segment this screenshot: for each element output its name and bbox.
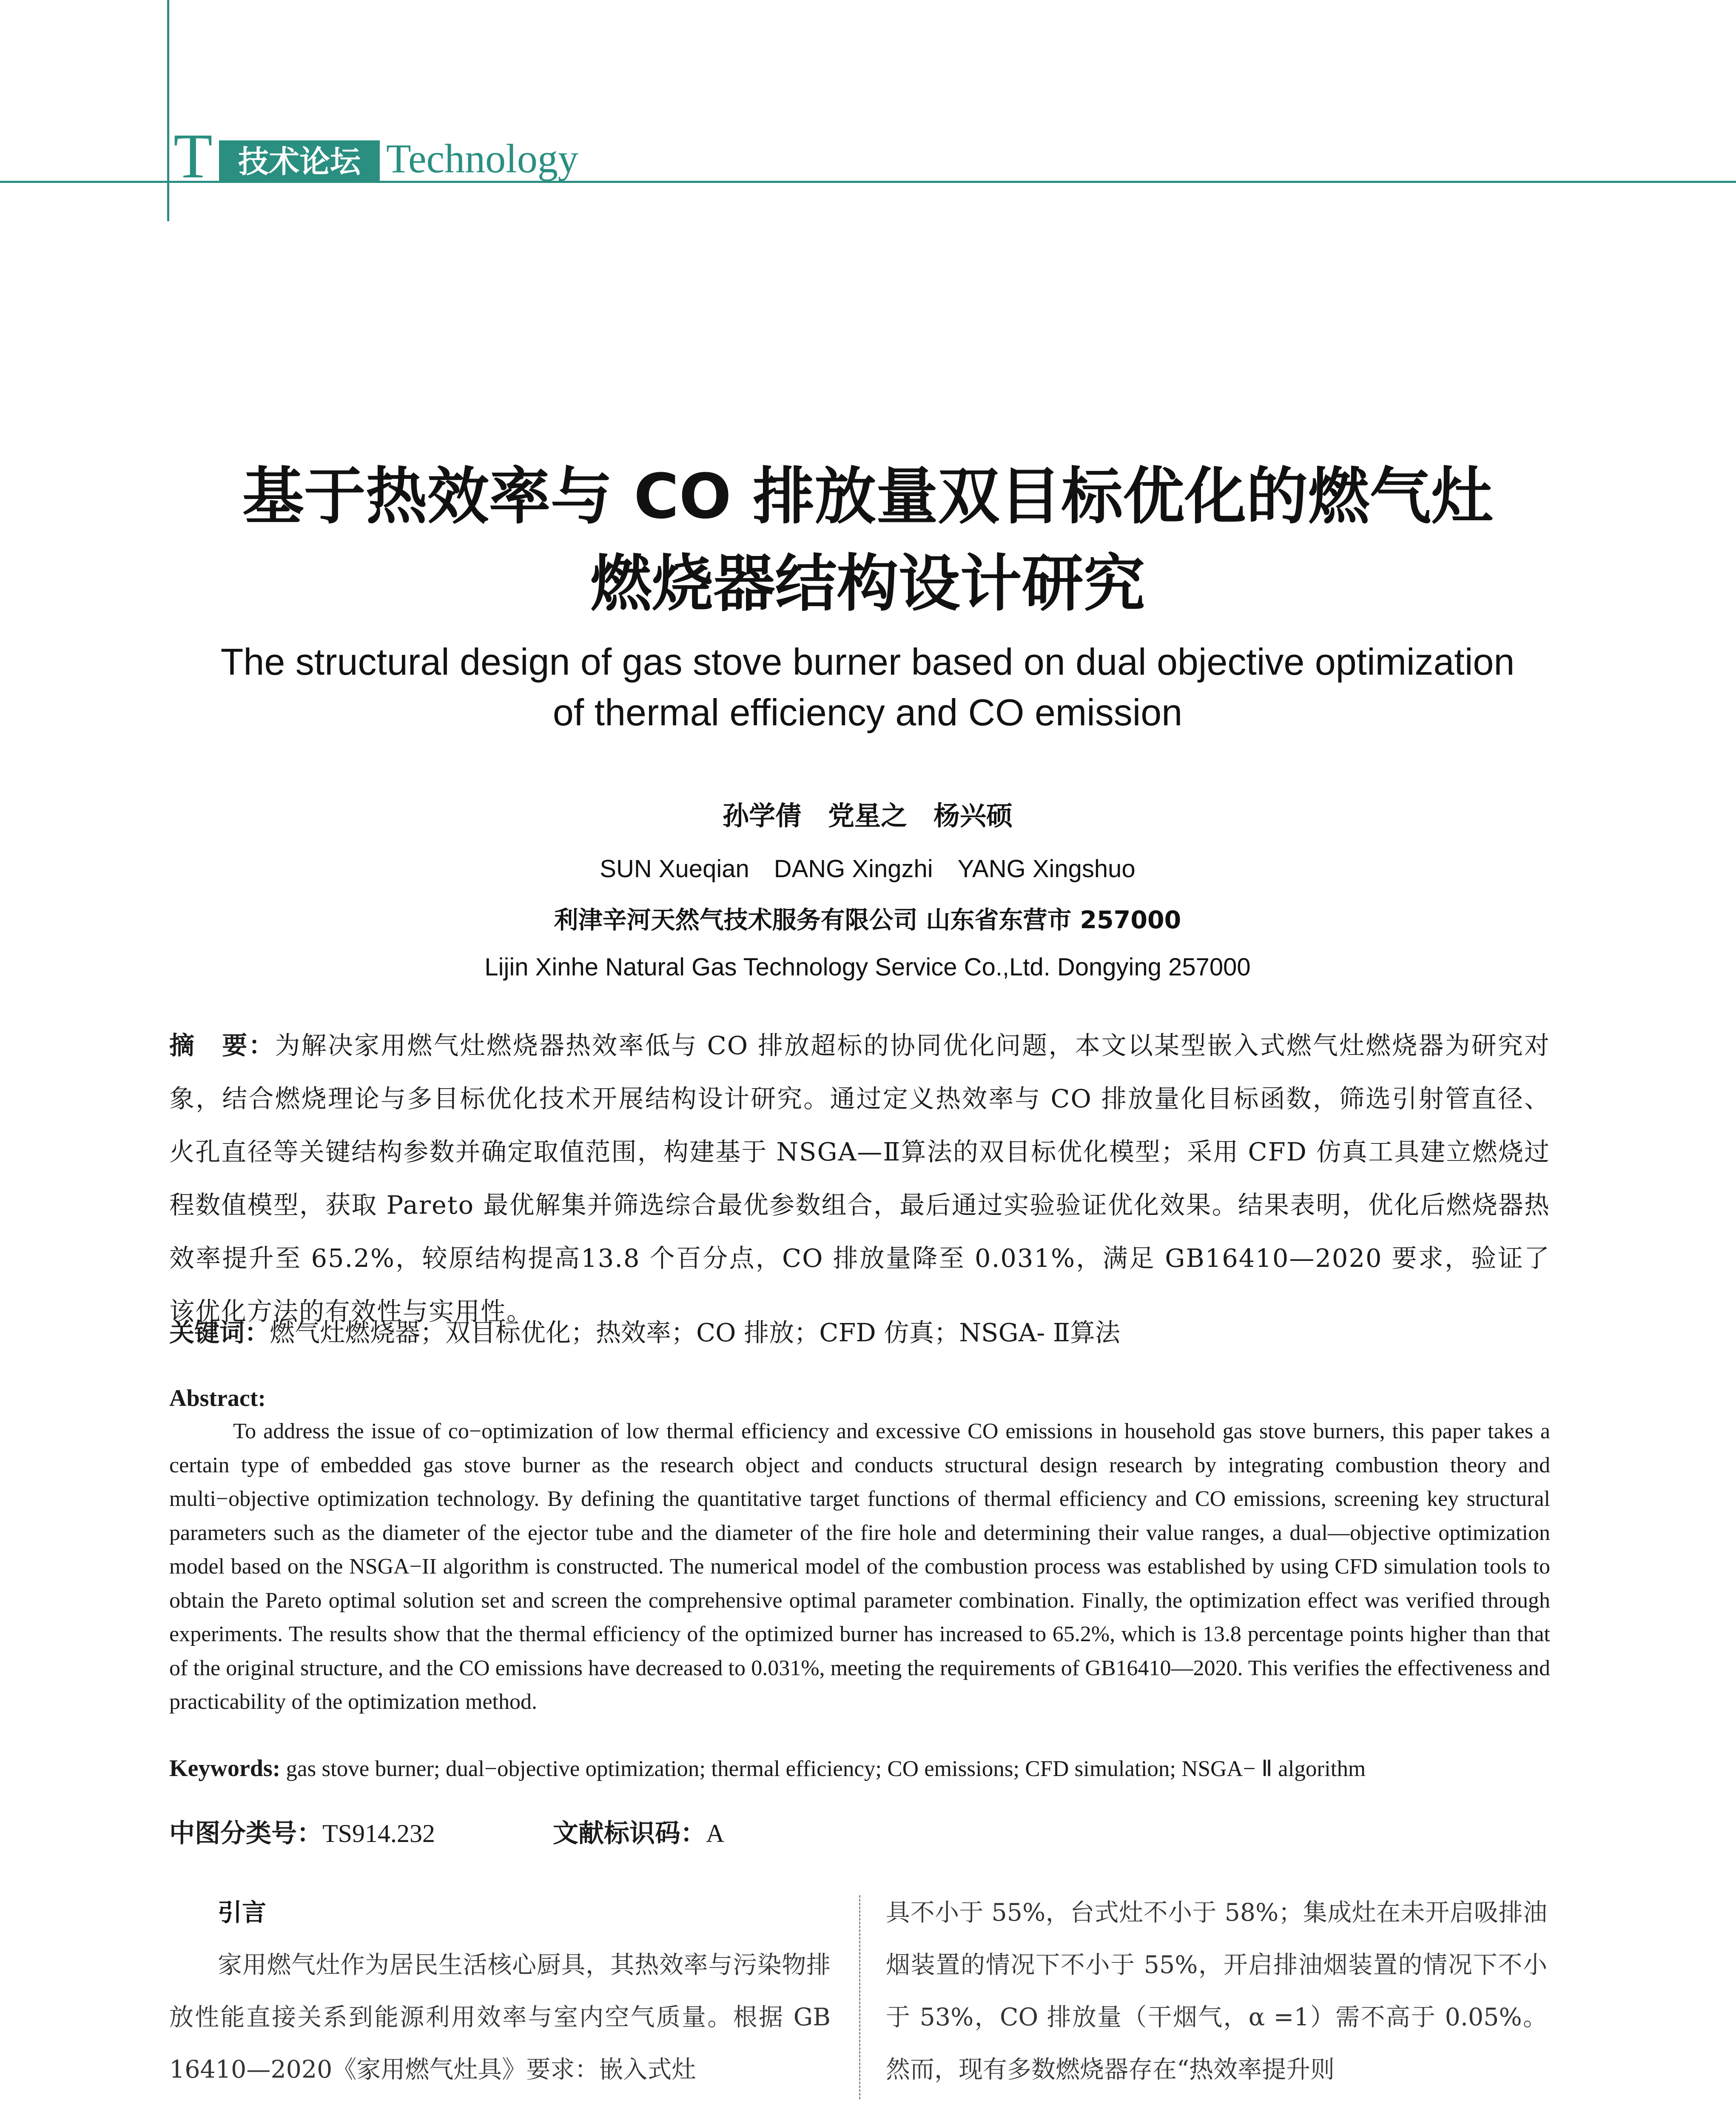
header-column-cn: 技术论坛 — [219, 140, 380, 183]
doc-value: A — [706, 1819, 725, 1848]
header-letter-logo: T — [174, 121, 213, 191]
keywords-en-label: Keywords: — [169, 1755, 281, 1782]
keywords-cn-text: 燃气灶燃烧器；双目标优化；热效率；CO 排放；CFD 仿真；NSGA- Ⅱ算法 — [270, 1318, 1120, 1347]
header-column-en: Technology — [386, 136, 578, 181]
body-right-column — [886, 1887, 1547, 2096]
intro-paragraph-left: 家用燃气灶作为居民生活核心厨具，其热效率与污染物排放性能直接关系到能源利用效率与室内空气质量。根据 GB 16410—2020《家用燃气灶具》要求：嵌入式灶 — [169, 1951, 831, 2084]
clc-value: TS914.232 — [322, 1819, 435, 1848]
body-left-column — [169, 1887, 831, 2096]
affiliation-en: Lijin Xinhe Natural Gas Technology Service Co.,Ltd. Dongying 257000 — [484, 953, 1251, 981]
abstract-cn-text: 为解决家用燃气灶燃烧器热效率低与 CO 排放超标的协同优化问题，本文以某型嵌入式燃气灶燃烧器为研究对象，结合燃烧理论与多目标优化技术开展结构设计研究。通过定义热效率与 CO 排放量化目标函数，筛选引射管直径、火孔直径等关键结构参数并确定取值范围，构建基于 NSGA—Ⅱ算法的双目标优化模型；采用 CFD 仿真工具建立燃烧过程数值模型，获取 Pareto 最优解集并筛选综合最优参数组合，最后通过实验验证优化效果。结果表明，优化后燃烧器热效率提升至 65.2%，较原结构提高13.8 个百分点，CO 排放量降至 0.031%，满足 GB16410—2020 要求，验证了该优化方法的有效性与实用性。 — [169, 1031, 1550, 1326]
clc-number — [169, 1813, 435, 1850]
abstract-cn-label: 摘 要： — [169, 1031, 275, 1060]
affiliation-cn: 利津辛河天然气技术服务有限公司 山东省东营市 257000 — [554, 906, 1181, 934]
abstract-en-label: Abstract: — [169, 1385, 266, 1411]
authors-cn: 孙学倩 党星之 杨兴硕 — [722, 800, 1013, 831]
title-en-line2: of thermal efficiency and CO emission — [552, 691, 1183, 733]
keywords-en — [169, 1755, 1573, 1782]
abstract-cn — [169, 1019, 1550, 1338]
title-en-line1: The structural design of gas stove burner based on dual objective optimization — [220, 641, 1515, 683]
authors-en: SUN Xueqian DANG Xingzhi YANG Xingshuo — [600, 855, 1136, 883]
title-cn-line2: 燃烧器结构设计研究 — [590, 548, 1145, 620]
clc-label: 中图分类号： — [169, 1819, 322, 1848]
doc-label: 文献标识码： — [553, 1819, 706, 1848]
keywords-cn-label: 关键词： — [169, 1318, 270, 1347]
title-cn-line1: 基于热效率与 CO 排放量双目标优化的燃气灶 — [242, 461, 1493, 533]
column-divider — [859, 1895, 860, 2099]
header-vertical-rule — [167, 0, 169, 221]
keywords-cn — [169, 1306, 1573, 1359]
intro-heading: 引言 — [218, 1899, 266, 1927]
document-code — [553, 1813, 724, 1850]
intro-paragraph-right: 具不小于 55%，台式灶不小于 58%；集成灶在未开启吸排油烟装置的情况下不小于 55%，开启排油烟装置的情况下不小于 53%，CO 排放量（干烟气，α =1）需不高于 0.05%。然而，现有多数燃烧器存在“热效率提升则 — [886, 1899, 1547, 2084]
abstract-en-text: To address the issue of co−optimization of low thermal efficiency and excessive CO emissions in household gas stove burners, this paper takes a certain type of embedded gas stove burner as the research object and conducts structural design research by integrating combustion theory and multi−objective optimization technology. By defining the quantitative target functions of thermal efficiency and CO emissions, screening key structural parameters such as the diameter of the ejector tube and the diameter of the fire hole and determining their value ranges, a dual—objective optimization model based on the NSGA−II algorithm is constructed. The numerical model of the combustion process was established by using CFD simulation tools to obtain the Pareto optimal solution set and screen the comprehensive optimal parameter combination. Finally, the optimization effect was verified through experiments. The results show that the thermal efficiency of the optimized burner has increased to 65.2%, which is 13.8 percentage points higher than that of the original structure, and the CO emissions have decreased to 0.031%, meeting the requirements of GB16410—2020. This verifies the effectiveness and practicability of the optimization method. — [169, 1419, 1550, 1714]
keywords-en-text: gas stove burner; dual−objective optimization; thermal efficiency; CO emissions; CFD simulation; NSGA− Ⅱ algorithm — [280, 1756, 1366, 1781]
